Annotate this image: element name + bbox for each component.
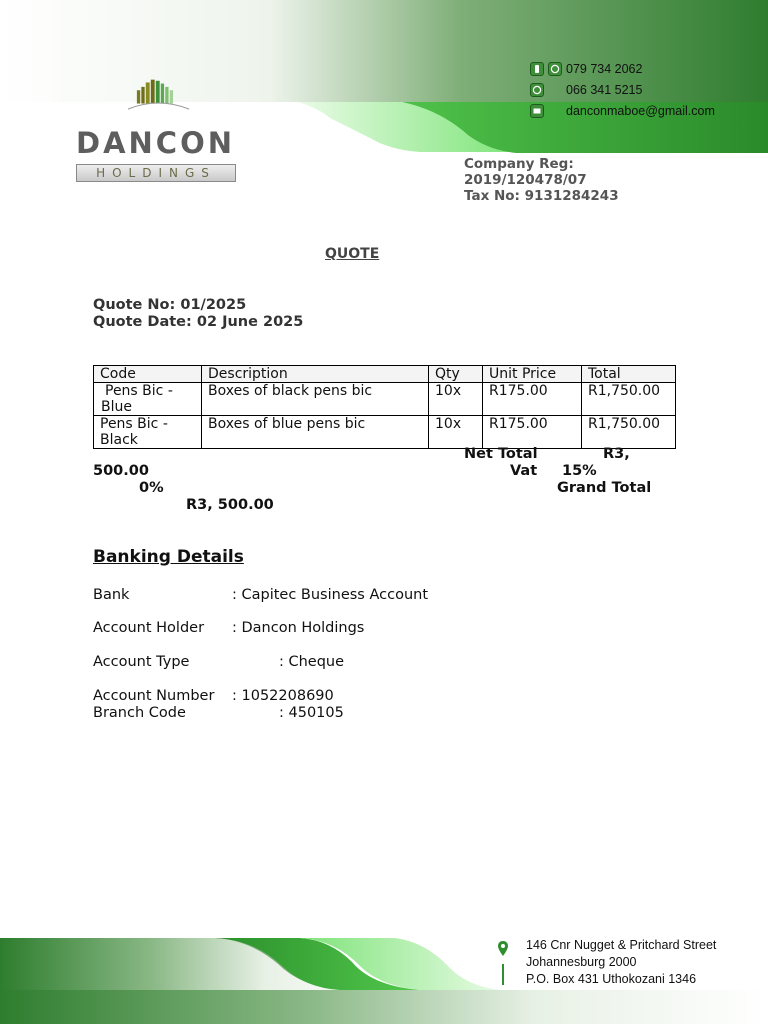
address-line-3: P.O. Box 431 Uthokozani 1346	[526, 972, 697, 986]
bank-label: Bank	[93, 587, 130, 603]
banking-title: Banking Details	[93, 547, 244, 567]
quote-meta	[93, 297, 303, 331]
location-pin-icon	[497, 940, 509, 986]
cell-total: R1,750.00	[582, 416, 676, 449]
cell-description: Boxes of black pens bic	[202, 383, 429, 416]
cell-description: Boxes of blue pens bic	[202, 416, 429, 449]
holder-value: : Dancon Holdings	[232, 620, 365, 636]
cell-unit-price: R175.00	[483, 383, 582, 416]
grand-total-value: R3, 500.00	[186, 497, 274, 513]
reg-label: Company Reg:	[464, 156, 574, 172]
cell-code: Pens Bic - Black	[94, 416, 202, 449]
type-label: Account Type	[93, 654, 190, 670]
quote-date: Quote Date: 02 June 2025	[93, 314, 304, 330]
contact-phone	[530, 60, 642, 78]
net-total-value-cont: 500.00	[93, 463, 149, 479]
account-number-value: : 1052208690	[232, 688, 334, 704]
vat-label: Vat	[510, 463, 538, 479]
col-description: Description	[202, 366, 429, 383]
phone-number: 079 734 2062	[566, 62, 643, 76]
vat-rate: 15%	[562, 463, 597, 479]
cell-unit-price: R175.00	[483, 416, 582, 449]
contact-whatsapp	[530, 81, 642, 99]
quote-title: QUOTE	[325, 246, 380, 262]
reg-number: 2019/120478/07	[464, 172, 587, 188]
logo-name: DANCON	[76, 126, 235, 160]
account-number-label: Account Number	[93, 688, 215, 704]
col-total: Total	[582, 366, 676, 383]
table-header-row	[94, 366, 676, 383]
items-table	[93, 365, 676, 449]
type-value: : Cheque	[279, 654, 345, 670]
vat-rate-cont: 0%	[139, 480, 164, 496]
col-qty: Qty	[429, 366, 483, 383]
cell-code: Pens Bic - Blue	[94, 383, 202, 416]
email-address: danconmaboe@gmail.com	[566, 104, 715, 118]
contact-email	[530, 102, 715, 120]
branch-label: Branch Code	[93, 705, 186, 721]
address-line-2: Johannesburg 2000	[526, 955, 637, 969]
branch-value: : 450105	[279, 705, 344, 721]
bank-value: : Capitec Business Account	[232, 587, 429, 603]
cell-qty: 10x	[429, 383, 483, 416]
cell-qty: 10x	[429, 416, 483, 449]
tax-number: Tax No: 9131284243	[464, 188, 619, 204]
net-total-value: R3,	[603, 446, 630, 462]
grand-total-label: Grand Total	[557, 480, 652, 496]
address-line-1: 146 Cnr Nugget & Pritchard Street	[526, 938, 717, 952]
holder-label: Account Holder	[93, 620, 205, 636]
whatsapp-number: 066 341 5215	[566, 83, 643, 97]
whatsapp-icon	[530, 83, 544, 97]
logo-subtitle: HOLDINGS	[76, 164, 236, 182]
company-registration	[464, 156, 619, 204]
email-icon	[530, 104, 544, 118]
net-total-label: Net Total	[464, 446, 538, 462]
phone-icon	[530, 62, 544, 76]
col-unit-price: Unit Price	[483, 366, 582, 383]
quote-number: Quote No: 01/2025	[93, 297, 247, 313]
col-code: Code	[94, 366, 202, 383]
table-row	[94, 383, 676, 416]
table-row	[94, 416, 676, 449]
whatsapp-icon	[548, 62, 562, 76]
cell-total: R1,750.00	[582, 383, 676, 416]
